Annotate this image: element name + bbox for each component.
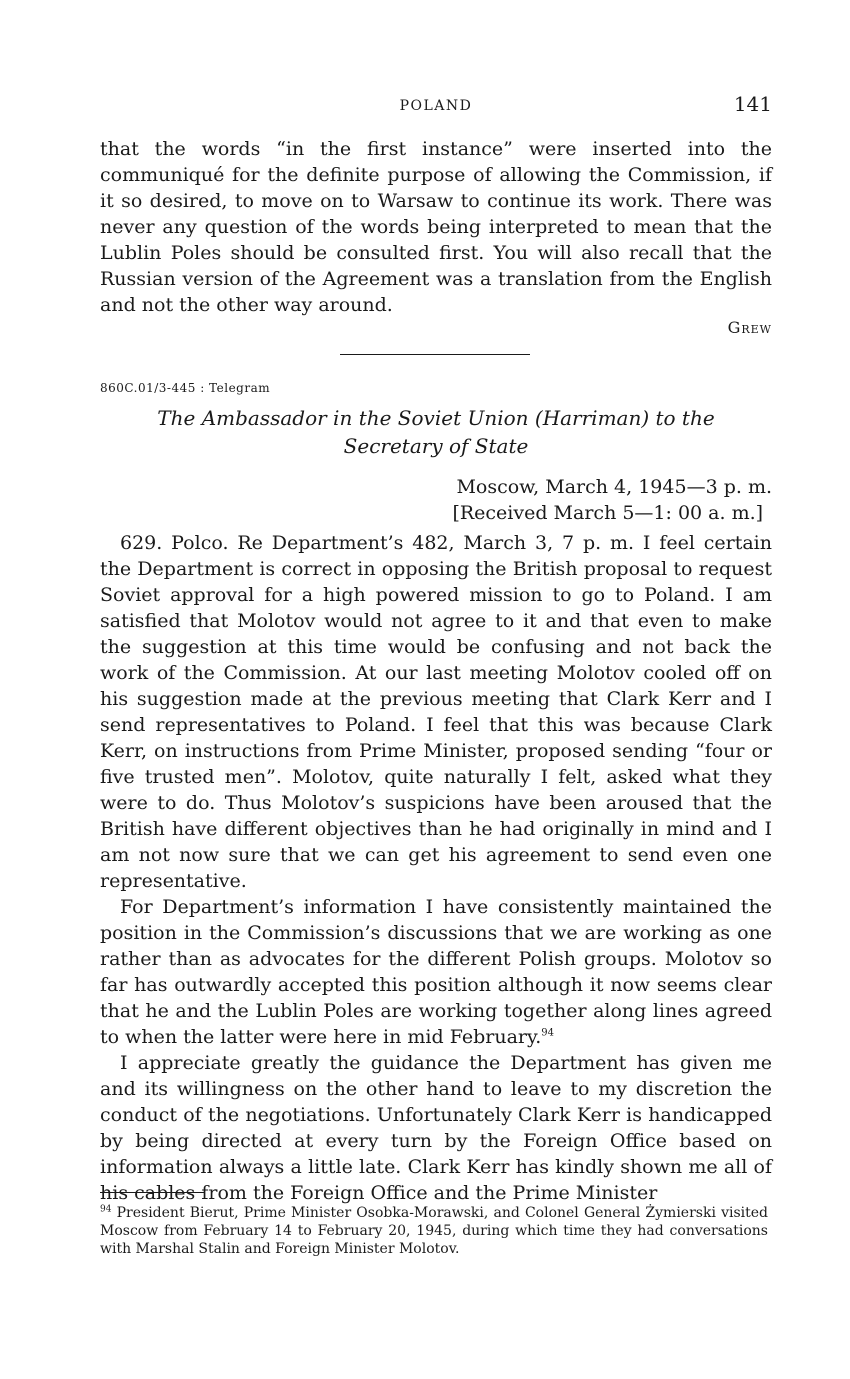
footnote-text: President Bierut, Prime Minister Osobka-Morawski, and Colonel General Żymierski visited Moscow from February 14 to February 20, 1945, during which time they had conversations with Marshal Stalin and Foreign Minister Molotov. (100, 1205, 769, 1257)
document-heading (100, 404, 772, 460)
received-line: [Received March 5—1: 00 a. m.] (452, 502, 764, 524)
footnote (100, 1204, 768, 1258)
message-body (100, 530, 772, 1206)
continuation-paragraph (100, 136, 772, 318)
dateline-block (452, 474, 772, 526)
continuation-text: that the words “in the first instance” were inserted into the communiqué for the definite purpose of allowing the Commission, if it so desired, to move on to Warsaw to continue its work. There was never any question of the words being interpreted to mean that the Lublin Poles should be consulted first. You will also recall that the Russian version of the Agreement was a translation from the English and not the other way around. (100, 138, 772, 316)
file-reference: 860C.01/3-445 : Telegram (100, 381, 271, 395)
message-paragraph-2 (100, 894, 772, 1050)
heading-line-2: Secretary of State (343, 434, 529, 458)
page-number: 141 (733, 92, 772, 116)
signature: Grew (727, 318, 772, 337)
running-head (100, 92, 772, 120)
footnote-number: 94 (100, 1204, 112, 1215)
heading-line-1: The Ambassador in the Soviet Union (Harriman) to the (157, 406, 715, 430)
footnote-divider (100, 1192, 204, 1193)
message-paragraph-2-text: For Department’s information I have consistently maintained the position in the Commission’s discussions that we are working as one rather than as advocates for the different Polish groups. Molotov so far has outwardly accepted this position although it now seems clear that he and the Lublin Poles are working together along lines agreed to when the latter were here in mid February. (100, 896, 772, 1048)
message-paragraph-3: I appreciate greatly the guidance the Department has given me and its willingness on the other hand to leave to my discretion the conduct of the negotiations. Unfortunately Clark Kerr is handicapped by being directed at every turn by the Foreign Office based on information always a little late. Clark Kerr has kindly shown me all of his cables from the Foreign Office and the Prime Minister (100, 1052, 772, 1204)
dateline: Moscow, March 4, 1945—3 p. m. (456, 476, 772, 498)
running-title: POLAND (399, 98, 473, 114)
footnote-reference: 94 (541, 1027, 554, 1039)
message-paragraph-1: 629. Polco. Re Department’s 482, March 3, 7 p. m. I feel certain the Department is correct in opposing the British proposal to request Soviet approval for a high powered mission to go to Poland. I am satisfied that Molotov would not agree to it and that even to make the suggestion at this time would be confusing and not back the work of the Commission. At our last meeting Molotov cooled off on his suggestion made at the previous meeting that Clark Kerr and I send representatives to Poland. I feel that this was because Clark Kerr, on instructions from Prime Minister, proposed sending “four or five trusted men”. Molotov, quite naturally I felt, asked what they were to do. Thus Molotov’s suspicions have been aroused that the British have different objectives than he had originally in mind and I am not now sure that we can get his agreement to send even one representative. (100, 532, 772, 892)
section-divider (340, 354, 530, 355)
